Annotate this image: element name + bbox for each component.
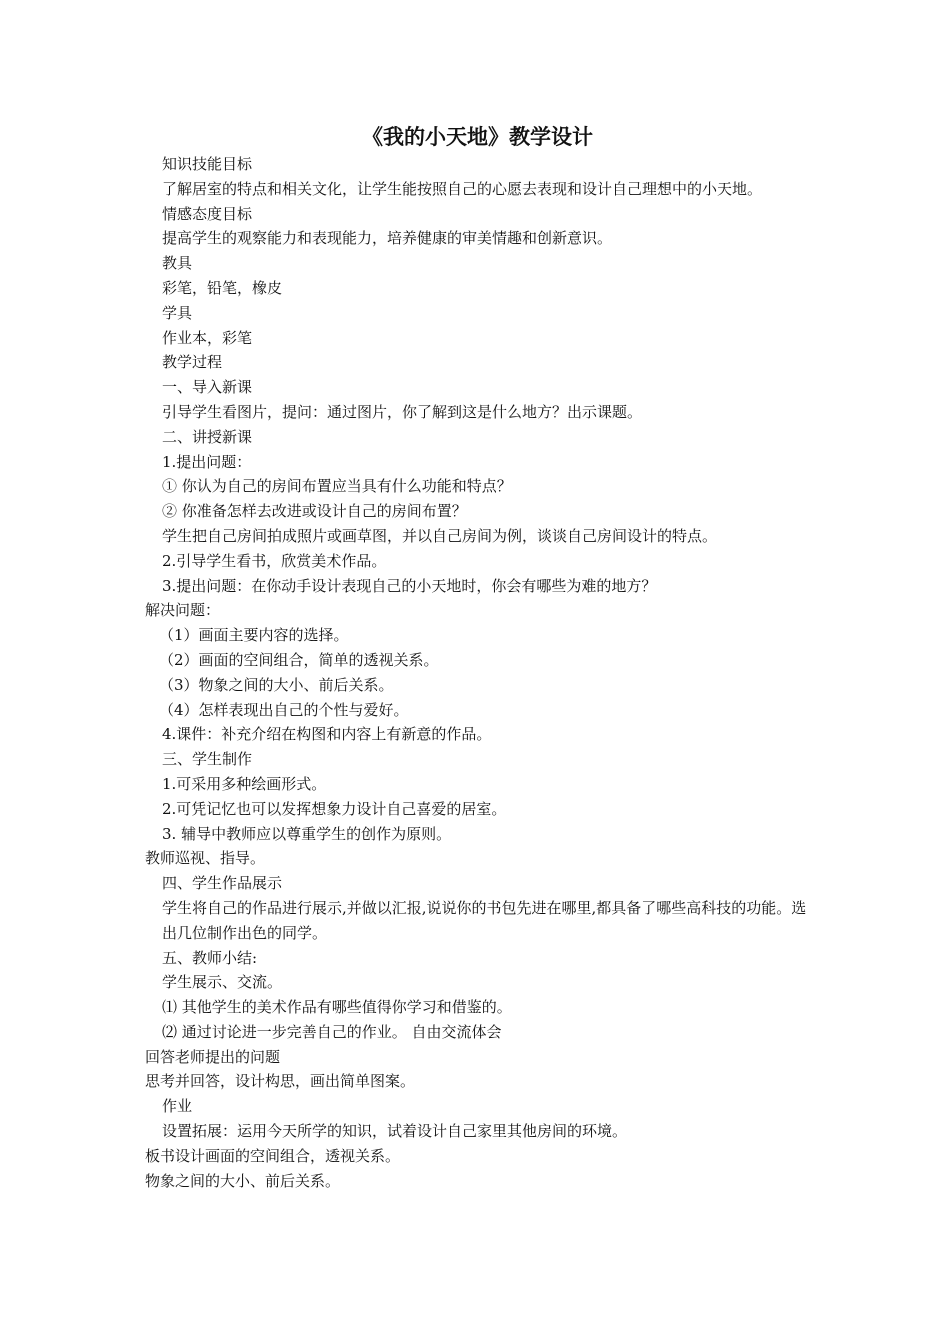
- document-title: 《我的小天地》教学设计: [362, 124, 593, 149]
- heading-teaching-tools: 教具: [162, 254, 193, 273]
- list-item: 2.可凭记忆也可以发挥想象力设计自己喜爱的居室。: [162, 799, 507, 818]
- list-item: （4）怎样表现出自己的个性与爱好。: [159, 700, 409, 719]
- paragraph-work-display: 学生将自己的作品进行展示,并做以汇报,说说你的书包先进在哪里,都具备了哪些高科技的功能。选出几位制作出色的同学。: [162, 898, 807, 942]
- paragraph-blackboard-design: 板书设计画面的空间组合，透视关系。: [145, 1146, 401, 1165]
- paragraph-teaching-tools: 彩笔，铅笔，橡皮: [162, 278, 283, 297]
- paragraph-answer-questions: 回答老师提出的问题: [145, 1047, 281, 1066]
- paragraph-introduction: 引导学生看图片，提问：通过图片，你了解到这是什么地方？出示课题。: [162, 402, 643, 421]
- heading-emotion-goal: 情感态度目标: [162, 204, 253, 223]
- list-item: （2）画面的空间组合，简单的透视关系。: [159, 650, 439, 669]
- list-item: 3.提出问题：在你动手设计表现自己的小天地时，你会有哪些为难的地方？: [162, 576, 657, 595]
- list-item: 4.课件：补充介绍在构图和内容上有新意的作品。: [162, 725, 492, 744]
- list-item: ⑴ 其他学生的美术作品有哪些值得你学习和借鉴的。: [162, 998, 512, 1017]
- paragraph-room-design: 学生把自己房间拍成照片或画草图，并以自己房间为例，谈谈自己房间设计的特点。: [162, 526, 718, 545]
- section-heading-summary: 五、教师小结:: [162, 948, 258, 967]
- list-item: 1.提出问题：: [162, 452, 252, 471]
- list-item: （3）物象之间的大小、前后关系。: [159, 675, 394, 694]
- paragraph-think-answer: 思考并回答，设计构思，画出简单图案。: [145, 1072, 416, 1091]
- list-item: ⑵ 通过讨论进一步完善自己的作业。 自由交流体会: [162, 1022, 502, 1041]
- section-heading-student-work: 三、学生制作: [162, 750, 253, 769]
- section-heading-work-display: 四、学生作品展示: [162, 874, 283, 893]
- heading-student-tools: 学具: [162, 303, 193, 322]
- section-heading-introduction: 一、导入新课: [162, 378, 253, 397]
- list-item: 3. 辅导中教师应以尊重学生的创作为原则。: [162, 824, 452, 843]
- list-item: 1.可采用多种绘画形式。: [162, 774, 327, 793]
- paragraph-student-tools: 作业本，彩笔: [162, 328, 253, 347]
- paragraph-homework: 设置拓展：运用今天所学的知识，试着设计自己家里其他房间的环境。: [162, 1122, 628, 1141]
- paragraph-knowledge-goal: 了解居室的特点和相关文化，让学生能按照自己的心愿去表现和设计自己理想中的小天地。: [162, 179, 763, 198]
- list-item: 2.引导学生看书，欣赏美术作品。: [162, 551, 387, 570]
- paragraph-emotion-goal: 提高学生的观察能力和表现能力，培养健康的审美情趣和创新意识。: [162, 229, 613, 248]
- document-page: [145, 122, 810, 1193]
- paragraph-summary: 学生展示、交流。: [162, 973, 283, 992]
- heading-teaching-process: 教学过程: [162, 353, 223, 372]
- list-item: （1）画面主要内容的选择。: [159, 626, 349, 645]
- heading-knowledge-goal: 知识技能目标: [162, 155, 253, 173]
- list-item: ② 你准备怎样去改进或设计自己的房间布置？: [162, 502, 467, 521]
- paragraph-solve-problems: 解决问题：: [145, 601, 221, 620]
- section-heading-new-lesson: 二、讲授新课: [162, 427, 253, 446]
- list-item: ① 你认为自己的房间布置应当具有什么功能和特点？: [162, 477, 512, 496]
- heading-homework: 作业: [162, 1097, 193, 1116]
- paragraph-teacher-guidance: 教师巡视、指导。: [145, 849, 266, 868]
- paragraph-blackboard-relations: 物象之间的大小、前后关系。: [145, 1171, 341, 1190]
